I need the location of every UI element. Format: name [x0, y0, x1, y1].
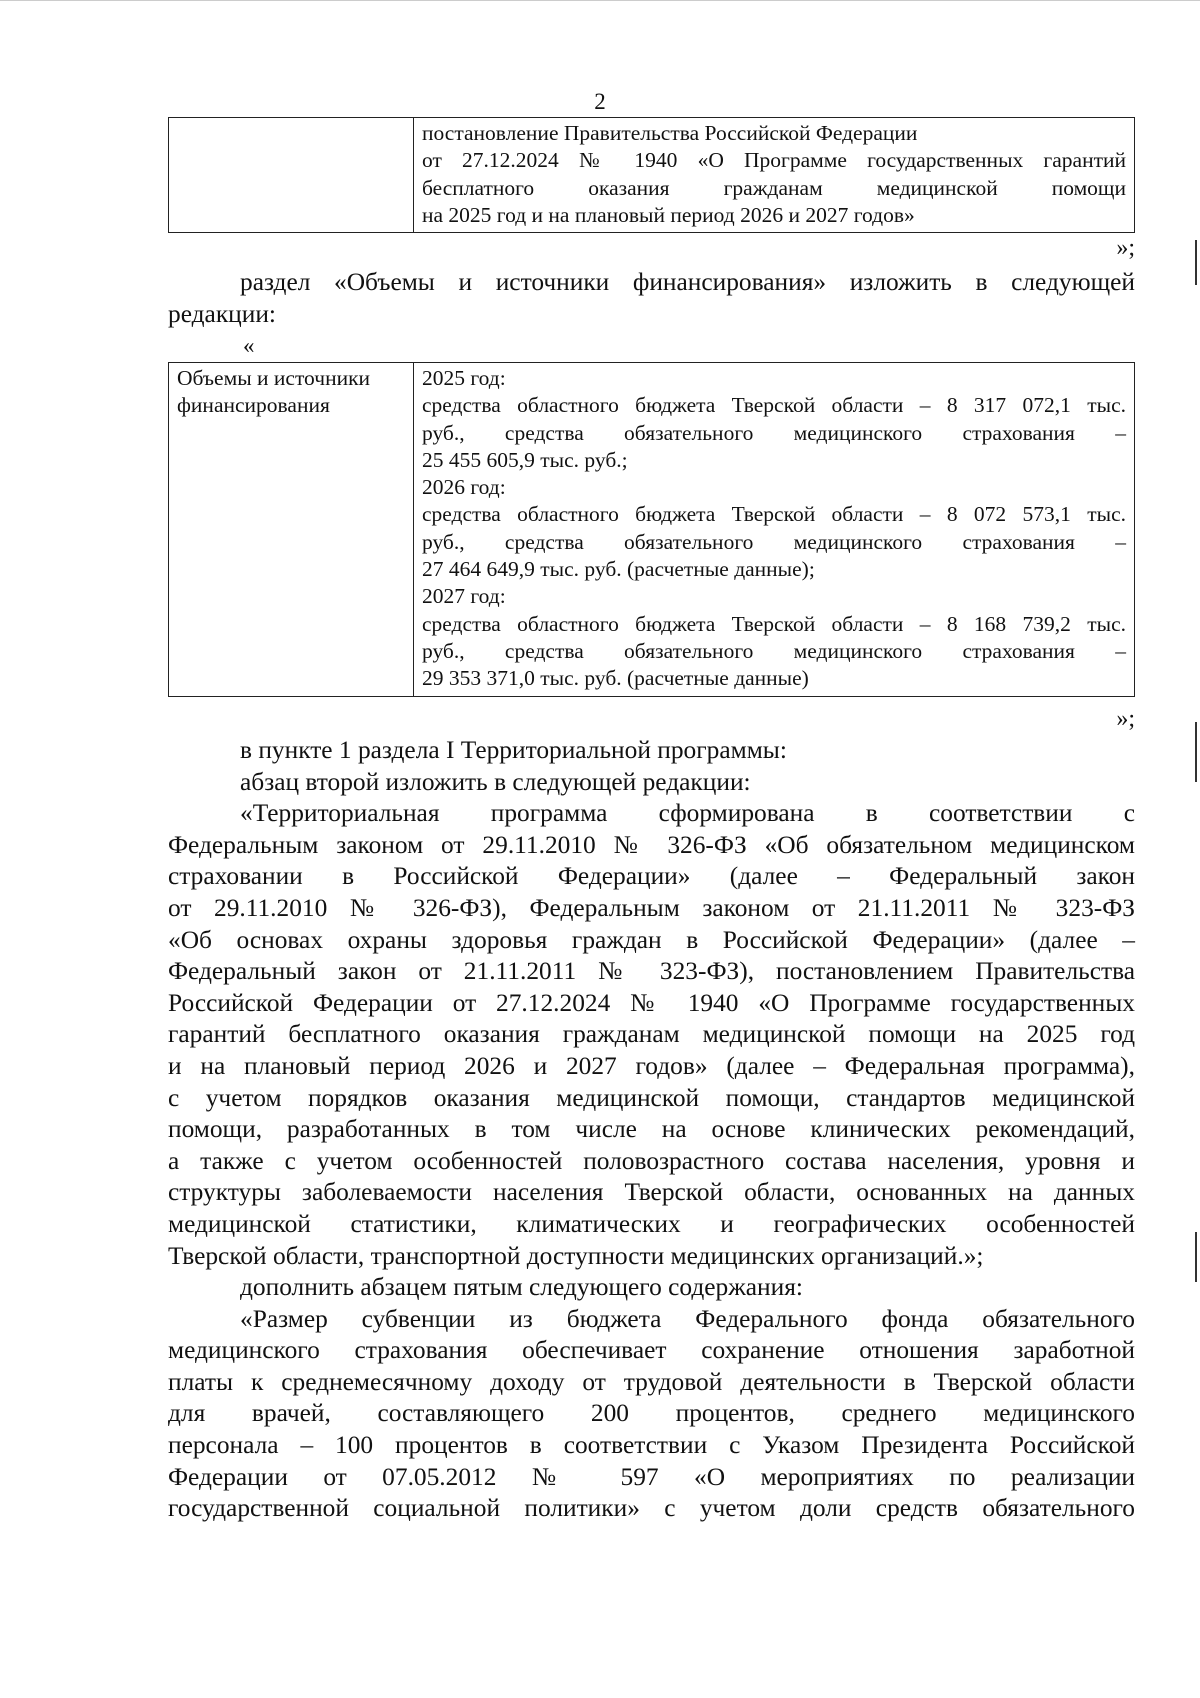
- closing-quote: »;: [1116, 706, 1135, 732]
- text-line: абзац второй изложить в следующей редакции:: [240, 767, 751, 796]
- text-line: помощи, разработанных в том числе на основе клинических рекомендаций,: [168, 1115, 1135, 1144]
- table-line: 29 353 371,0 тыс. руб. (расчетные данные): [422, 666, 809, 691]
- table-finance-left-cell: [169, 363, 414, 697]
- text-line: Федеральный закон от 21.11.2011 № 323-ФЗ), постановлением Правительства: [168, 957, 1135, 986]
- text-line: от 29.11.2010 № 326-ФЗ), Федеральным законом от 21.11.2011 № 323-ФЗ: [168, 893, 1135, 922]
- scan-edge-mark: [1195, 722, 1197, 782]
- text-line: структуры заболеваемости населения Тверской области, основанных на данных: [168, 1178, 1135, 1207]
- table-finance-right-cell: [414, 363, 1135, 697]
- text-line: страховании в Российской Федерации» (далее – Федеральный закон: [168, 862, 1135, 891]
- table-line: Объемы и источники: [177, 366, 371, 390]
- text-line: «Размер субвенции из бюджета Федерального фонда обязательного: [240, 1304, 1135, 1333]
- table-line: руб., средства обязательного медицинского страхования –: [422, 420, 1126, 445]
- table-row: [169, 118, 1135, 233]
- text-line: Федерации от 07.05.2012 № 597 «О мероприятиях по реализации: [168, 1462, 1135, 1491]
- table-line: бесплатного оказания гражданам медицинской помощи: [422, 175, 1126, 200]
- text-line: редакции:: [168, 299, 276, 328]
- main-text: [168, 735, 1135, 1525]
- table-line: 2025 год:: [422, 366, 506, 390]
- table-line: финансирования: [177, 393, 330, 418]
- text-line: государственной социальной политики» с учетом доли средств обязательного: [168, 1494, 1135, 1523]
- table-top-left-cell: [169, 118, 414, 233]
- text-line: дополнить абзацем пятым следующего содержания:: [240, 1273, 803, 1302]
- table-line: 2026 год:: [422, 475, 506, 500]
- table-top-right-cell: [414, 118, 1135, 233]
- scan-edge-mark: [1195, 1232, 1197, 1282]
- table-finance: [168, 362, 1135, 697]
- text-line: Российской Федерации от 27.12.2024 № 1940 «О Программе государственных: [168, 988, 1135, 1017]
- open-quote: «: [243, 333, 255, 358]
- text-line: медицинского страхования обеспечивает сохранение отношения заработной: [168, 1336, 1135, 1365]
- table-line: от 27.12.2024 № 1940 «О Программе государственных гарантий: [422, 148, 1126, 173]
- text-line: медицинской статистики, климатических и географических особенностей: [168, 1209, 1135, 1238]
- text-line: в пункте 1 раздела I Территориальной программы:: [240, 736, 787, 764]
- scan-top-edge: [0, 0, 1200, 1]
- text-line: для врачей, составляющего 200 процентов, среднего медицинского: [168, 1399, 1135, 1428]
- page-number: 2: [594, 89, 606, 114]
- table-line: 25 455 605,9 тыс. руб.;: [422, 447, 628, 472]
- text-line: платы к среднемесячному доходу от трудовой деятельности в Тверской области: [168, 1367, 1135, 1396]
- table-row: [169, 363, 1135, 697]
- table-line: руб., средства обязательного медицинского страхования –: [422, 529, 1126, 554]
- text-line: Тверской области, транспортной доступности медицинских организаций.»;: [168, 1241, 984, 1270]
- table-line: руб., средства обязательного медицинского страхования –: [422, 638, 1126, 663]
- table-line: 2027 год:: [422, 584, 506, 609]
- table-line: средства областного бюджета Тверской области – 8 072 573,1 тыс.: [422, 502, 1126, 527]
- scan-edge-mark: [1195, 240, 1197, 285]
- text-line: раздел «Объемы и источники финансирования» изложить в следующей: [240, 268, 1135, 296]
- table-line: 27 464 649,9 тыс. руб. (расчетные данные);: [422, 557, 815, 582]
- text-line: персонала – 100 процентов в соответствии с Указом Президента Российской: [168, 1431, 1135, 1460]
- paragraph-razdel: [168, 267, 1135, 330]
- closing-quote: »;: [1116, 235, 1135, 261]
- table-line: на 2025 год и на плановый период 2026 и 2027 годов»: [422, 202, 915, 227]
- text-line: а также с учетом особенностей половозрастного состава населения, уровня и: [168, 1146, 1135, 1175]
- text-line: с учетом порядков оказания медицинской помощи, стандартов медицинской: [168, 1083, 1135, 1112]
- text-line: Федеральным законом от 29.11.2010 № 326-ФЗ «Об обязательном медицинском: [168, 830, 1135, 859]
- text-line: гарантий бесплатного оказания гражданам медицинской помощи на 2025 год: [168, 1020, 1135, 1049]
- table-line: средства областного бюджета Тверской области – 8 168 739,2 тыс.: [422, 611, 1126, 636]
- text-line: «Территориальная программа сформирована в соответствии с: [240, 799, 1135, 828]
- table-top: [168, 117, 1135, 233]
- table-line: средства областного бюджета Тверской области – 8 317 072,1 тыс.: [422, 393, 1126, 418]
- table-line: постановление Правительства Российской Федерации: [422, 121, 918, 145]
- text-line: «Об основах охраны здоровья граждан в Российской Федерации» (далее –: [168, 925, 1135, 954]
- text-line: и на плановый период 2026 и 2027 годов» (далее – Федеральная программа),: [168, 1051, 1135, 1080]
